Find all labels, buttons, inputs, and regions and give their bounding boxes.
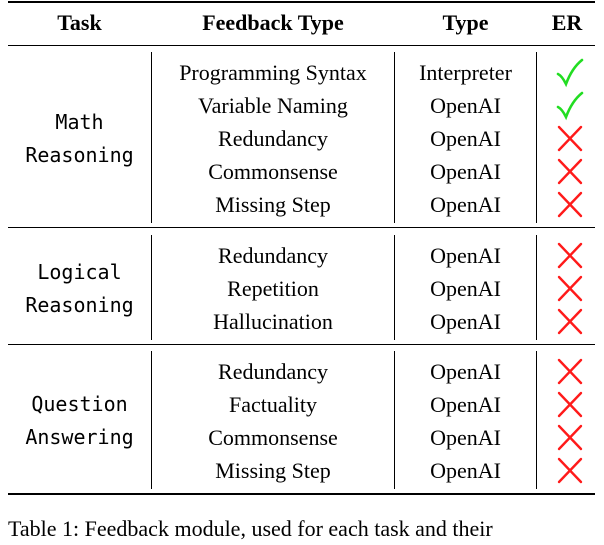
type-cell: OpenAI: [430, 309, 501, 334]
cross-icon: [552, 272, 588, 305]
task-label-line1: Math: [55, 109, 104, 134]
cross-icon: [552, 421, 588, 454]
column-divider: [536, 52, 537, 223]
feedback-type-cell: Redundancy: [218, 126, 328, 151]
type-cell: OpenAI: [430, 126, 501, 151]
type-cell: OpenAI: [430, 159, 501, 184]
group-separator: [8, 344, 595, 345]
header-rule: [8, 45, 595, 46]
task-label-line2: Answering: [25, 425, 134, 449]
cross-icon: [552, 454, 588, 487]
feedback-type-cell: Missing Step: [215, 458, 331, 483]
header-task: Task: [57, 10, 102, 35]
bottom-rule: [8, 493, 595, 495]
task-label-line2: Reasoning: [25, 142, 134, 167]
table-caption: Table 1: Feedback module, used for each task and their: [8, 516, 493, 541]
type-cell: OpenAI: [430, 276, 501, 301]
feedback-type-cell: Repetition: [227, 276, 319, 301]
header-er: ER: [551, 10, 583, 35]
feedback-type-cell: Variable Naming: [198, 93, 348, 118]
check-icon: [552, 89, 588, 122]
check-icon: [552, 56, 588, 89]
cross-icon: [552, 239, 588, 272]
task-label-line1: Logical: [37, 259, 122, 284]
cross-icon: [552, 122, 588, 155]
type-cell: OpenAI: [430, 243, 501, 268]
feedback-type-cell: Factuality: [229, 392, 317, 417]
column-divider: [536, 351, 537, 489]
feedback-type-cell: Commonsense: [208, 159, 338, 184]
feedback-type-cell: Redundancy: [218, 243, 328, 268]
cross-icon: [552, 355, 588, 388]
feedback-type-cell: Programming Syntax: [179, 60, 367, 85]
type-cell: OpenAI: [430, 93, 501, 118]
cross-icon: [552, 155, 588, 188]
type-cell: OpenAI: [430, 392, 501, 417]
header-type: Type: [442, 10, 489, 35]
feedback-type-cell: Hallucination: [213, 309, 333, 334]
type-cell: OpenAI: [430, 425, 501, 450]
cross-icon: [552, 188, 588, 221]
task-label-line1: Question: [31, 392, 128, 416]
column-divider: [536, 235, 537, 340]
feedback-type-cell: Missing Step: [215, 192, 331, 217]
task-label: [8, 106, 151, 172]
header-feedback-type: Feedback Type: [202, 10, 344, 35]
type-cell: OpenAI: [430, 359, 501, 384]
group-separator: [8, 227, 595, 228]
cross-icon: [552, 305, 588, 338]
cross-icon: [552, 388, 588, 421]
feedback-type-cell: Redundancy: [218, 359, 328, 384]
type-cell: Interpreter: [419, 60, 512, 85]
feedback-type-cell: Commonsense: [208, 425, 338, 450]
task-label: [8, 388, 151, 454]
task-label: [8, 256, 151, 322]
type-cell: OpenAI: [430, 458, 501, 483]
task-label-line2: Reasoning: [25, 292, 134, 317]
type-cell: OpenAI: [430, 192, 501, 217]
